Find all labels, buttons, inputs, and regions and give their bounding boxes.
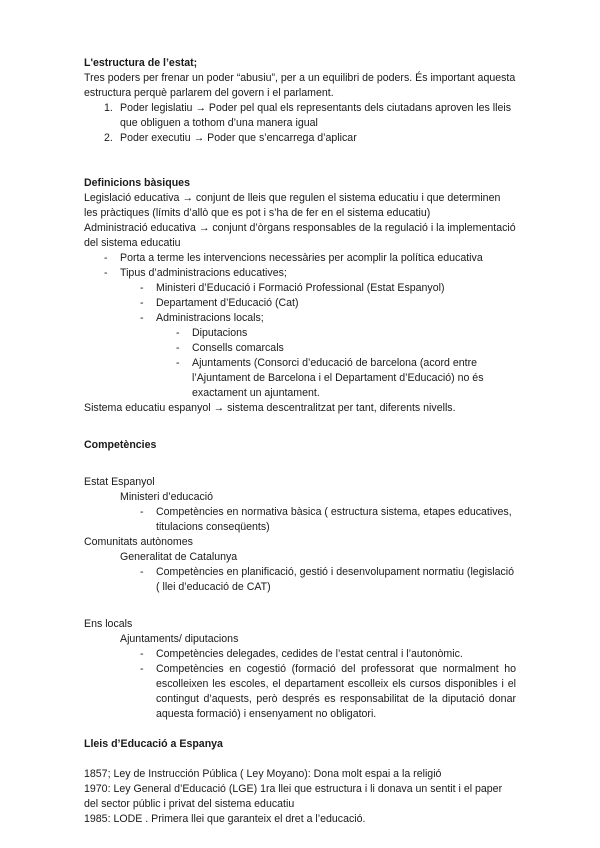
list-item-text: Administracions locals;	[156, 312, 264, 324]
paragraph-legislacio: Legislació educativa → conjunt de lleis que regulen el sistema educatiu i que determinen les pràctiques (límits d’allò que es pot i s’ha de fer en el sistema educatiu)	[84, 192, 501, 219]
paragraph-administracio: Administració educativa → conjunt d’òrgans responsables de la regulació i la implementació del sistema educatiu	[84, 222, 516, 249]
dash-bullet: -	[140, 648, 144, 660]
dash-bullet: -	[140, 297, 144, 309]
section-heading-definicions: Definicions bàsiques	[84, 177, 190, 189]
dash-bullet: -	[140, 663, 144, 675]
list-item-text: Competències en planificació, gestió i desenvolupament normatiu (legislació ( llei d’educació de CAT)	[156, 566, 515, 593]
label-generalitat: Generalitat de Catalunya	[120, 551, 238, 563]
list-item-text: Competències en cogestió (formació del professorat que normalment ho escolleixen les escoles, el departament escolleix els cursos disponibles i el contingut d’aquests, però després es responsabilitat de la diputació donar aquesta formació) i ensenyament no obligatori.	[156, 663, 516, 720]
law-item: 1985: LODE . Primera llei que garanteix el dret a l’educació.	[84, 813, 366, 825]
dash-bullet: -	[140, 312, 144, 324]
list-item	[84, 296, 516, 311]
dash-bullet: -	[176, 342, 180, 354]
list-item-text: Consells comarcals	[192, 342, 284, 354]
list-item-text: Competències delegades, cedides de l’estat central i l’autonòmic.	[156, 648, 463, 660]
dash-bullet: -	[140, 566, 144, 578]
list-item	[84, 662, 516, 722]
bullet-list-estat	[84, 505, 516, 535]
list-item-text: Poder executiu → Poder que s’encarrega d’aplicar	[120, 132, 357, 144]
list-item	[84, 505, 516, 535]
list-item	[84, 131, 516, 146]
section-heading-competencies: Competències	[84, 439, 157, 451]
document-content	[84, 56, 516, 827]
dash-bullet: -	[176, 357, 180, 369]
list-item-text: Porta a terme les intervencions necessàries per acomplir la política educativa	[120, 252, 483, 264]
list-item-text: Competències en normativa bàsica ( estructura sistema, etapes educatives, titulacions conseqüents)	[156, 506, 512, 533]
law-item: 1857; Ley de Instrucción Pública ( Ley Moyano): Dona molt espai a la religió	[84, 768, 442, 780]
dash-bullet: -	[140, 282, 144, 294]
dash-bullet: -	[104, 252, 108, 264]
list-item	[84, 311, 516, 326]
label-comunitats: Comunitats autònomes	[84, 536, 193, 548]
list-item	[84, 101, 516, 131]
numbered-list-poders	[84, 101, 516, 146]
paragraph-sistema: Sistema educatiu espanyol → sistema descentralitzat per tant, diferents nivells.	[84, 402, 456, 414]
list-item	[84, 281, 516, 296]
list-item-text: Departament d’Educació (Cat)	[156, 297, 299, 309]
section-heading-estructura: L'estructura de l’estat;	[84, 57, 198, 69]
section-heading-lleis: Lleis d’Educació a Espanya	[84, 738, 223, 750]
list-item-text: Ministeri d’Educació i Formació Professional (Estat Espanyol)	[156, 282, 445, 294]
list-item-text: Diputacions	[192, 327, 248, 339]
dash-bullet: -	[176, 327, 180, 339]
list-item	[84, 356, 516, 401]
bullet-list-generalitat	[84, 565, 516, 595]
law-item: 1970: Ley General d’Educació (LGE) 1ra llei que estructura i li donava un sentit i el paper del sector públic i privat del sistema educatiu	[84, 783, 503, 810]
list-item	[84, 251, 516, 266]
bullet-list-administracio	[84, 251, 516, 401]
dash-bullet: -	[104, 267, 108, 279]
list-item	[84, 266, 516, 281]
list-item	[84, 565, 516, 595]
label-ajuntaments: Ajuntaments/ diputacions	[120, 633, 239, 645]
paragraph-intro: Tres poders per frenar un poder “abusiu”, per a un equilibri de poders. És important aquesta estructura perquè parlarem del govern i el parlament.	[84, 72, 516, 99]
dash-bullet: -	[140, 506, 144, 518]
list-number: 2.	[104, 132, 113, 144]
label-ministeri: Ministeri d’educació	[120, 491, 214, 503]
list-item	[84, 326, 516, 341]
bullet-list-ens	[84, 647, 516, 722]
list-item-text: Poder legislatiu → Poder pel qual els representants dels ciutadans aproven les lleis que obliguen a tothom d’una manera igual	[120, 102, 512, 129]
list-item	[84, 647, 516, 662]
label-ens-locals: Ens locals	[84, 618, 133, 630]
list-number: 1.	[104, 102, 113, 114]
list-item-text: Ajuntaments (Consorci d’educació de barcelona (acord entre l’Ajuntament de Barcelona i el Departament d’Educació) no és exactament un ajuntament.	[192, 357, 484, 399]
list-item-text: Tipus d’administracions educatives;	[120, 267, 287, 279]
label-estat: Estat Espanyol	[84, 476, 155, 488]
list-item	[84, 341, 516, 356]
